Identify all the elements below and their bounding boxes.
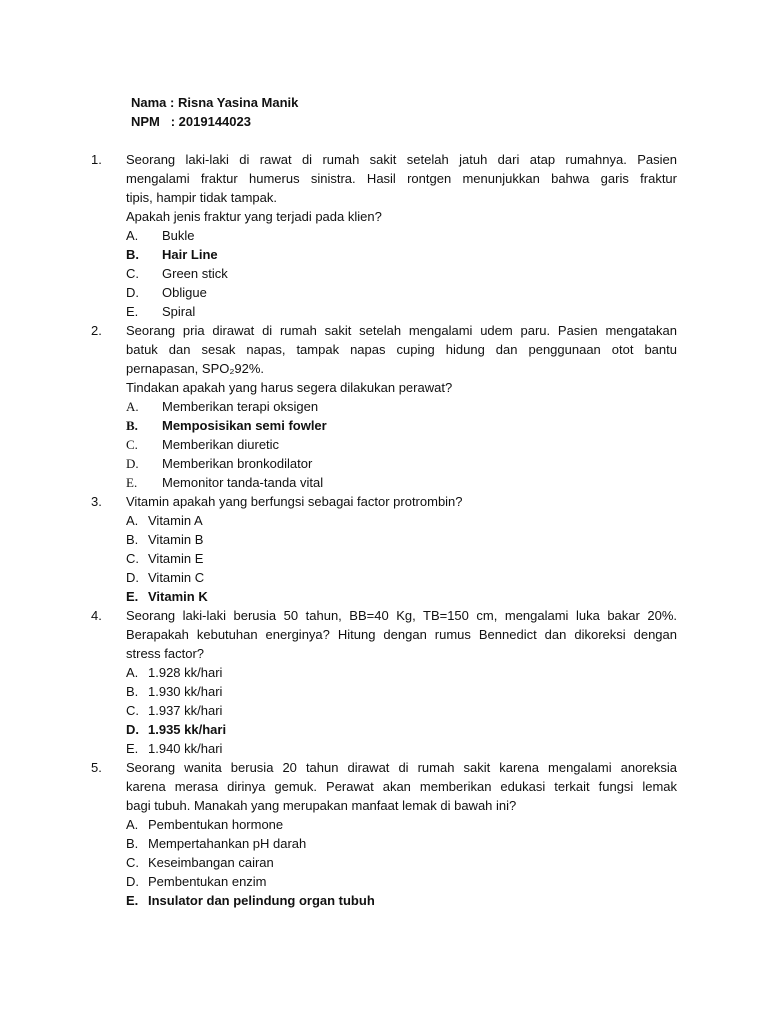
correct-option-text: 1.935 kk/hari xyxy=(148,722,227,737)
question-number: 4. xyxy=(91,608,102,623)
option-text: Vitamin C xyxy=(148,570,205,585)
option-text: Vitamin B xyxy=(148,532,204,547)
option-text: Vitamin E xyxy=(148,551,204,566)
option-letter: B. xyxy=(126,247,139,262)
option-letter: E. xyxy=(126,304,139,319)
option-letter: D. xyxy=(126,874,139,889)
question-line: Apakah jenis fraktur yang terjadi pada klien? xyxy=(126,209,382,224)
option-letter: A. xyxy=(126,817,139,832)
question-line: pernapasan, SPO₂92%. xyxy=(126,361,265,376)
option-text: 1.930 kk/hari xyxy=(148,684,223,699)
student-name: Nama : Risna Yasina Manik xyxy=(131,95,299,110)
option-text: Pembentukan hormone xyxy=(148,817,284,832)
option-text: Spiral xyxy=(162,304,196,319)
question-line: karena merasa dirinya gemuk. Perawat akan memberikan edukasi terkait fungsi lemak xyxy=(126,779,677,794)
option-text: Memberikan diuretic xyxy=(162,437,280,452)
question-line: mengalami fraktur humerus sinistra. Hasil rontgen menunjukkan bahwa garis fraktur xyxy=(126,171,677,186)
question-number: 2. xyxy=(91,323,102,338)
option-letter: E. xyxy=(126,589,139,604)
option-letter: C. xyxy=(126,266,139,281)
question-line: Seorang laki-laki di rawat di rumah sakit setelah jatuh dari atap rumahnya. Pasien xyxy=(126,152,677,167)
question-line: Berapakah kebutuhan energinya? Hitung dengan rumus Bennedict dan dikoreksi dengan xyxy=(126,627,677,642)
option-text: Memonitor tanda-tanda vital xyxy=(162,475,324,490)
option-letter: E. xyxy=(126,741,139,756)
option-letter: D. xyxy=(126,456,139,471)
option-text: Memberikan bronkodilator xyxy=(162,456,313,471)
correct-option-text: Memposisikan semi fowler xyxy=(162,418,327,433)
option-letter: B. xyxy=(126,418,138,433)
option-letter: D. xyxy=(126,570,139,585)
question-line: tipis, hampir tidak tampak. xyxy=(126,190,278,205)
correct-option-text: Hair Line xyxy=(162,247,218,262)
option-text: 1.940 kk/hari xyxy=(148,741,223,756)
option-letter: A. xyxy=(126,228,139,243)
option-letter: D. xyxy=(126,285,139,300)
option-text: Bukle xyxy=(162,228,195,243)
option-letter: B. xyxy=(126,836,139,851)
option-letter: A. xyxy=(126,399,139,414)
question-line: stress factor? xyxy=(126,646,205,661)
option-text: 1.928 kk/hari xyxy=(148,665,223,680)
option-text: Vitamin A xyxy=(148,513,203,528)
option-letter: C. xyxy=(126,437,138,452)
question-number: 3. xyxy=(91,494,102,509)
student-npm: NPM : 2019144023 xyxy=(131,114,251,129)
question-line: Vitamin apakah yang berfungsi sebagai factor protrombin? xyxy=(126,494,463,509)
option-text: Green stick xyxy=(162,266,228,281)
option-text: Memberikan terapi oksigen xyxy=(162,399,319,414)
correct-option-text: Vitamin K xyxy=(148,589,208,604)
correct-option-text: Insulator dan pelindung organ tubuh xyxy=(148,893,375,908)
option-letter: A. xyxy=(126,513,139,528)
option-letter: C. xyxy=(126,855,139,870)
option-letter: A. xyxy=(126,665,139,680)
question-line: batuk dan sesak napas, tampak napas cuping hidung dan penggunaan otot bantu xyxy=(126,342,677,357)
question-line: Seorang pria dirawat di rumah sakit setelah mengalami udem paru. Pasien mengatakan xyxy=(126,323,677,338)
option-letter: E. xyxy=(126,893,139,908)
option-letter: C. xyxy=(126,551,139,566)
option-text: Pembentukan enzim xyxy=(148,874,267,889)
question-number: 5. xyxy=(91,760,102,775)
question-line: Seorang wanita berusia 20 tahun dirawat di rumah sakit karena mengalami anoreksia xyxy=(126,760,677,775)
question-number: 1. xyxy=(91,152,102,167)
option-text: 1.937 kk/hari xyxy=(148,703,223,718)
question-line: Seorang laki-laki berusia 50 tahun, BB=40 Kg, TB=150 cm, mengalami luka bakar 20%. xyxy=(126,608,677,623)
option-text: Obligue xyxy=(162,285,207,300)
option-letter: E. xyxy=(126,475,138,490)
option-letter: D. xyxy=(126,722,139,737)
option-letter: C. xyxy=(126,703,139,718)
option-letter: B. xyxy=(126,684,139,699)
question-line: Tindakan apakah yang harus segera dilakukan perawat? xyxy=(126,380,453,395)
option-text: Mempertahankan pH darah xyxy=(148,836,307,851)
option-text: Keseimbangan cairan xyxy=(148,855,274,870)
question-line: bagi tubuh. Manakah yang merupakan manfaat lemak di bawah ini? xyxy=(126,798,517,813)
option-letter: B. xyxy=(126,532,139,547)
